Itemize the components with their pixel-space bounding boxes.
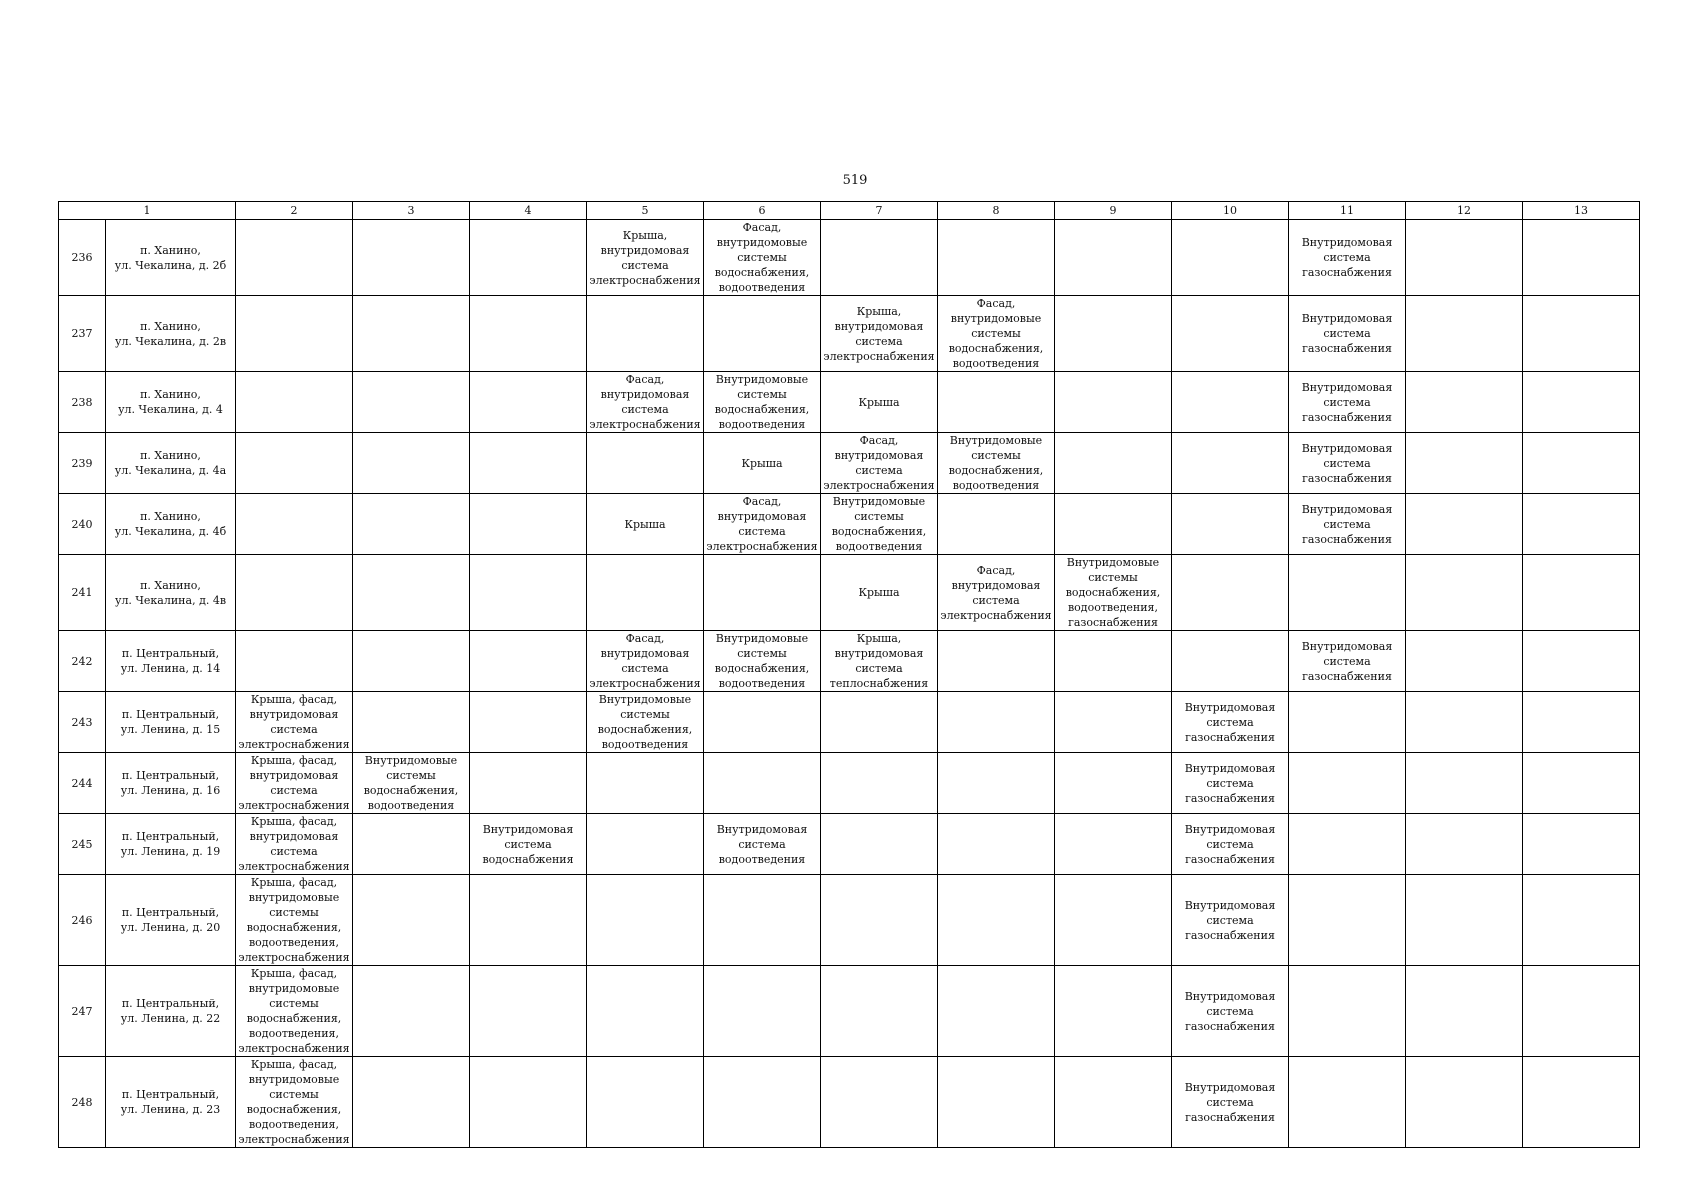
work-cell: Крыша, внутридомовая система теплоснабжения (821, 631, 938, 692)
work-cell: Внутридомовая система газоснабжения (1172, 814, 1289, 875)
work-cell (236, 555, 353, 631)
work-cell (1406, 1057, 1523, 1148)
work-cell (470, 631, 587, 692)
work-cell (353, 875, 470, 966)
address-cell (106, 433, 236, 494)
address-settlement: п. Центральный, (121, 830, 220, 843)
work-cell (470, 555, 587, 631)
work-cell: Крыша (821, 372, 938, 433)
work-cell: Внутридомовые системы водоснабжения, водоотведения (938, 433, 1055, 494)
work-cell (1523, 692, 1640, 753)
column-header: 3 (353, 202, 470, 220)
address-cell (106, 296, 236, 372)
work-cell (1523, 1057, 1640, 1148)
address-settlement: п. Ханино, (140, 449, 201, 462)
work-cell (1289, 555, 1406, 631)
row-number: 239 (59, 433, 106, 494)
work-cell (470, 220, 587, 296)
row-number: 245 (59, 814, 106, 875)
work-cell (1172, 494, 1289, 555)
address-street: ул. Ленина, д. 20 (120, 921, 221, 934)
work-cell: Крыша, фасад, внутридомовая система электроснабжения (236, 692, 353, 753)
work-cell (470, 692, 587, 753)
column-header: 12 (1406, 202, 1523, 220)
work-cell (353, 494, 470, 555)
work-cell: Крыша, внутридомовая система электроснабжения (587, 220, 704, 296)
row-number: 247 (59, 966, 106, 1057)
work-cell: Крыша, фасад, внутридомовые системы водоснабжения, водоотведения, электроснабжения (236, 966, 353, 1057)
work-cell (470, 494, 587, 555)
table-row (59, 494, 1640, 555)
table-row (59, 433, 1640, 494)
work-cell: Крыша (704, 433, 821, 494)
work-cell: Внутридомовая система газоснабжения (1172, 753, 1289, 814)
work-cell (821, 1057, 938, 1148)
work-cell (938, 814, 1055, 875)
work-cell: Фасад, внутридомовая система электроснабжения (587, 631, 704, 692)
work-cell: Внутридомовая система водоснабжения (470, 814, 587, 875)
address-settlement: п. Центральный, (121, 997, 220, 1010)
address-street: ул. Чекалина, д. 4в (114, 593, 227, 607)
work-cell (353, 1057, 470, 1148)
work-cell (470, 875, 587, 966)
table-row (59, 753, 1640, 814)
work-cell (1523, 433, 1640, 494)
work-cell (1523, 753, 1640, 814)
work-cell: Внутридомовые системы водоснабжения, водоотведения (587, 692, 704, 753)
work-cell (1055, 296, 1172, 372)
work-cell (470, 296, 587, 372)
work-cell: Крыша (587, 494, 704, 555)
column-header: 1 (59, 202, 236, 220)
address-cell (106, 1057, 236, 1148)
work-cell: Внутридомовая система газоснабжения (1289, 631, 1406, 692)
work-cell (1523, 494, 1640, 555)
column-header: 6 (704, 202, 821, 220)
address-street: ул. Чекалина, д. 2в (114, 334, 227, 348)
work-cell (1055, 1057, 1172, 1148)
work-cell: Внутридомовая система газоснабжения (1289, 220, 1406, 296)
work-cell: Фасад, внутридомовая система электроснабжения (938, 555, 1055, 631)
address-street: ул. Чекалина, д. 4б (114, 525, 227, 538)
work-cell (236, 494, 353, 555)
work-cell (1172, 555, 1289, 631)
address-settlement: п. Центральный, (121, 647, 220, 660)
table-row (59, 555, 1640, 631)
work-cell: Крыша, внутридомовая система электроснабжения (821, 296, 938, 372)
work-cell (1406, 494, 1523, 555)
work-cell: Фасад, внутридомовые системы водоснабжения, водоотведения (704, 220, 821, 296)
address-settlement: п. Ханино, (140, 243, 201, 257)
header-row (59, 202, 1640, 220)
address-settlement: п. Центральный, (121, 769, 220, 782)
work-cell (1055, 372, 1172, 433)
table-row (59, 631, 1640, 692)
work-cell (938, 494, 1055, 555)
work-cell (821, 966, 938, 1057)
work-cell (470, 372, 587, 433)
column-header: 2 (236, 202, 353, 220)
work-cell (353, 966, 470, 1057)
address-settlement: п. Центральный, (121, 906, 220, 919)
address-settlement: п. Ханино, (140, 319, 201, 333)
work-cell (353, 296, 470, 372)
address-cell (106, 372, 236, 433)
column-header: 9 (1055, 202, 1172, 220)
work-cell (236, 220, 353, 296)
work-cell: Внутридомовые системы водоснабжения, водоотведения, газоснабжения (1055, 555, 1172, 631)
work-cell (1055, 433, 1172, 494)
row-number: 238 (59, 372, 106, 433)
work-cell (1406, 220, 1523, 296)
address-settlement: п. Ханино, (140, 510, 201, 523)
work-cell (1055, 220, 1172, 296)
work-cell (1055, 631, 1172, 692)
data-table (58, 201, 1640, 1148)
address-street: ул. Ленина, д. 16 (120, 784, 221, 797)
work-cell (1289, 966, 1406, 1057)
work-cell (938, 1057, 1055, 1148)
row-number: 241 (59, 555, 106, 631)
address-street: ул. Ленина, д. 19 (120, 845, 221, 858)
address-street: ул. Чекалина, д. 4 (118, 403, 223, 416)
work-cell (704, 296, 821, 372)
work-cell (1055, 692, 1172, 753)
row-number: 246 (59, 875, 106, 966)
work-cell: Крыша, фасад, внутридомовая система электроснабжения (236, 753, 353, 814)
address-cell (106, 220, 236, 296)
table-row (59, 966, 1640, 1057)
work-cell (938, 631, 1055, 692)
work-cell (938, 220, 1055, 296)
work-cell (704, 966, 821, 1057)
work-cell (1523, 814, 1640, 875)
work-cell (1523, 966, 1640, 1057)
row-number: 237 (59, 296, 106, 372)
work-cell (1406, 966, 1523, 1057)
work-cell (1172, 220, 1289, 296)
work-cell (1406, 372, 1523, 433)
work-cell (353, 433, 470, 494)
table-row (59, 1057, 1640, 1148)
work-cell (1055, 875, 1172, 966)
row-number: 236 (59, 220, 106, 296)
work-cell (236, 631, 353, 692)
work-cell (1523, 631, 1640, 692)
work-cell (821, 814, 938, 875)
work-cell: Внутридомовая система газоснабжения (1172, 966, 1289, 1057)
work-cell: Крыша (821, 555, 938, 631)
work-cell (236, 296, 353, 372)
row-number: 248 (59, 1057, 106, 1148)
work-cell (1055, 966, 1172, 1057)
work-cell (587, 875, 704, 966)
work-cell: Фасад, внутридомовая система электроснабжения (704, 494, 821, 555)
row-number: 243 (59, 692, 106, 753)
work-cell (821, 692, 938, 753)
column-header: 11 (1289, 202, 1406, 220)
work-cell (470, 1057, 587, 1148)
work-cell (1406, 631, 1523, 692)
work-cell (587, 433, 704, 494)
address-settlement: п. Ханино, (140, 388, 201, 401)
work-cell (587, 753, 704, 814)
work-cell (353, 220, 470, 296)
work-cell (1406, 296, 1523, 372)
work-cell (1406, 433, 1523, 494)
column-header: 5 (587, 202, 704, 220)
work-cell (587, 966, 704, 1057)
work-cell: Крыша, фасад, внутридомовые системы водоснабжения, водоотведения, электроснабжения (236, 875, 353, 966)
address-street: ул. Ленина, д. 14 (120, 662, 221, 675)
work-cell (704, 753, 821, 814)
work-cell: Внутридомовая система водоотведения (704, 814, 821, 875)
work-cell (470, 966, 587, 1057)
work-cell (1289, 1057, 1406, 1148)
work-cell (938, 372, 1055, 433)
work-cell: Внутридомовая система газоснабжения (1172, 1057, 1289, 1148)
work-cell: Фасад, внутридомовая система электроснабжения (821, 433, 938, 494)
work-cell (1172, 296, 1289, 372)
address-street: ул. Чекалина, д. 2б (114, 258, 227, 272)
work-cell (587, 1057, 704, 1148)
address-settlement: п. Центральный, (121, 708, 220, 721)
row-number: 242 (59, 631, 106, 692)
address-cell (106, 753, 236, 814)
work-cell: Внутридомовые системы водоснабжения, водоотведения (704, 631, 821, 692)
column-header: 4 (470, 202, 587, 220)
work-cell (938, 875, 1055, 966)
work-cell (1406, 753, 1523, 814)
table-row (59, 875, 1640, 966)
work-cell (821, 220, 938, 296)
work-cell: Фасад, внутридомовая система электроснабжения (587, 372, 704, 433)
work-cell (1289, 875, 1406, 966)
work-cell (704, 692, 821, 753)
work-cell (1523, 875, 1640, 966)
work-cell (1406, 692, 1523, 753)
address-cell (106, 692, 236, 753)
work-cell (704, 555, 821, 631)
work-cell (353, 692, 470, 753)
work-cell (1172, 372, 1289, 433)
address-settlement: п. Ханино, (140, 578, 201, 592)
page-number: 519 (842, 173, 868, 188)
address-cell (106, 494, 236, 555)
work-cell (1523, 555, 1640, 631)
work-cell (587, 555, 704, 631)
work-cell (353, 555, 470, 631)
table-row (59, 814, 1640, 875)
work-cell (821, 875, 938, 966)
column-header: 7 (821, 202, 938, 220)
column-header: 8 (938, 202, 1055, 220)
work-cell (1406, 555, 1523, 631)
work-cell (821, 753, 938, 814)
table-row (59, 692, 1640, 753)
table-row (59, 220, 1640, 296)
work-cell: Крыша, фасад, внутридомовые системы водоснабжения, водоотведения, электроснабжения (236, 1057, 353, 1148)
work-cell (938, 966, 1055, 1057)
work-cell: Крыша, фасад, внутридомовая система электроснабжения (236, 814, 353, 875)
address-street: ул. Ленина, д. 22 (120, 1012, 221, 1025)
work-cell (1055, 753, 1172, 814)
row-number: 244 (59, 753, 106, 814)
work-cell (1523, 220, 1640, 296)
work-cell (587, 814, 704, 875)
work-cell (1523, 296, 1640, 372)
address-street: ул. Ленина, д. 15 (120, 723, 221, 736)
work-cell (1523, 372, 1640, 433)
work-cell (1172, 631, 1289, 692)
work-cell: Внутридомовая система газоснабжения (1172, 875, 1289, 966)
work-cell (938, 692, 1055, 753)
work-cell (587, 296, 704, 372)
work-cell: Внутридомовые системы водоснабжения, водоотведения (353, 753, 470, 814)
table-row (59, 296, 1640, 372)
work-cell (470, 433, 587, 494)
work-cell (236, 433, 353, 494)
work-cell (470, 753, 587, 814)
address-street: ул. Чекалина, д. 4а (114, 464, 227, 477)
work-cell (236, 372, 353, 433)
address-settlement: п. Центральный, (121, 1088, 220, 1101)
work-cell (1289, 814, 1406, 875)
work-cell (704, 1057, 821, 1148)
work-cell: Фасад, внутридомовые системы водоснабжения, водоотведения (938, 296, 1055, 372)
address-street: ул. Ленина, д. 23 (120, 1103, 221, 1116)
work-cell (1406, 814, 1523, 875)
work-cell (353, 814, 470, 875)
address-cell (106, 814, 236, 875)
work-cell (353, 631, 470, 692)
work-cell (1172, 433, 1289, 494)
row-number: 240 (59, 494, 106, 555)
address-cell (106, 555, 236, 631)
work-cell: Внутридомовые системы водоснабжения, водоотведения (704, 372, 821, 433)
work-cell: Внутридомовые системы водоснабжения, водоотведения (821, 494, 938, 555)
work-cell (704, 875, 821, 966)
work-cell (938, 753, 1055, 814)
work-cell (1289, 753, 1406, 814)
work-cell: Внутридомовая система газоснабжения (1289, 494, 1406, 555)
work-cell: Внутридомовая система газоснабжения (1172, 692, 1289, 753)
work-cell (1406, 875, 1523, 966)
address-cell (106, 875, 236, 966)
column-header: 10 (1172, 202, 1289, 220)
work-cell: Внутридомовая система газоснабжения (1289, 296, 1406, 372)
work-cell (1055, 494, 1172, 555)
address-cell (106, 966, 236, 1057)
work-cell: Внутридомовая система газоснабжения (1289, 433, 1406, 494)
work-cell: Внутридомовая система газоснабжения (1289, 372, 1406, 433)
column-header: 13 (1523, 202, 1640, 220)
work-cell (353, 372, 470, 433)
work-cell (1055, 814, 1172, 875)
address-cell (106, 631, 236, 692)
work-cell (1289, 692, 1406, 753)
table-row (59, 372, 1640, 433)
